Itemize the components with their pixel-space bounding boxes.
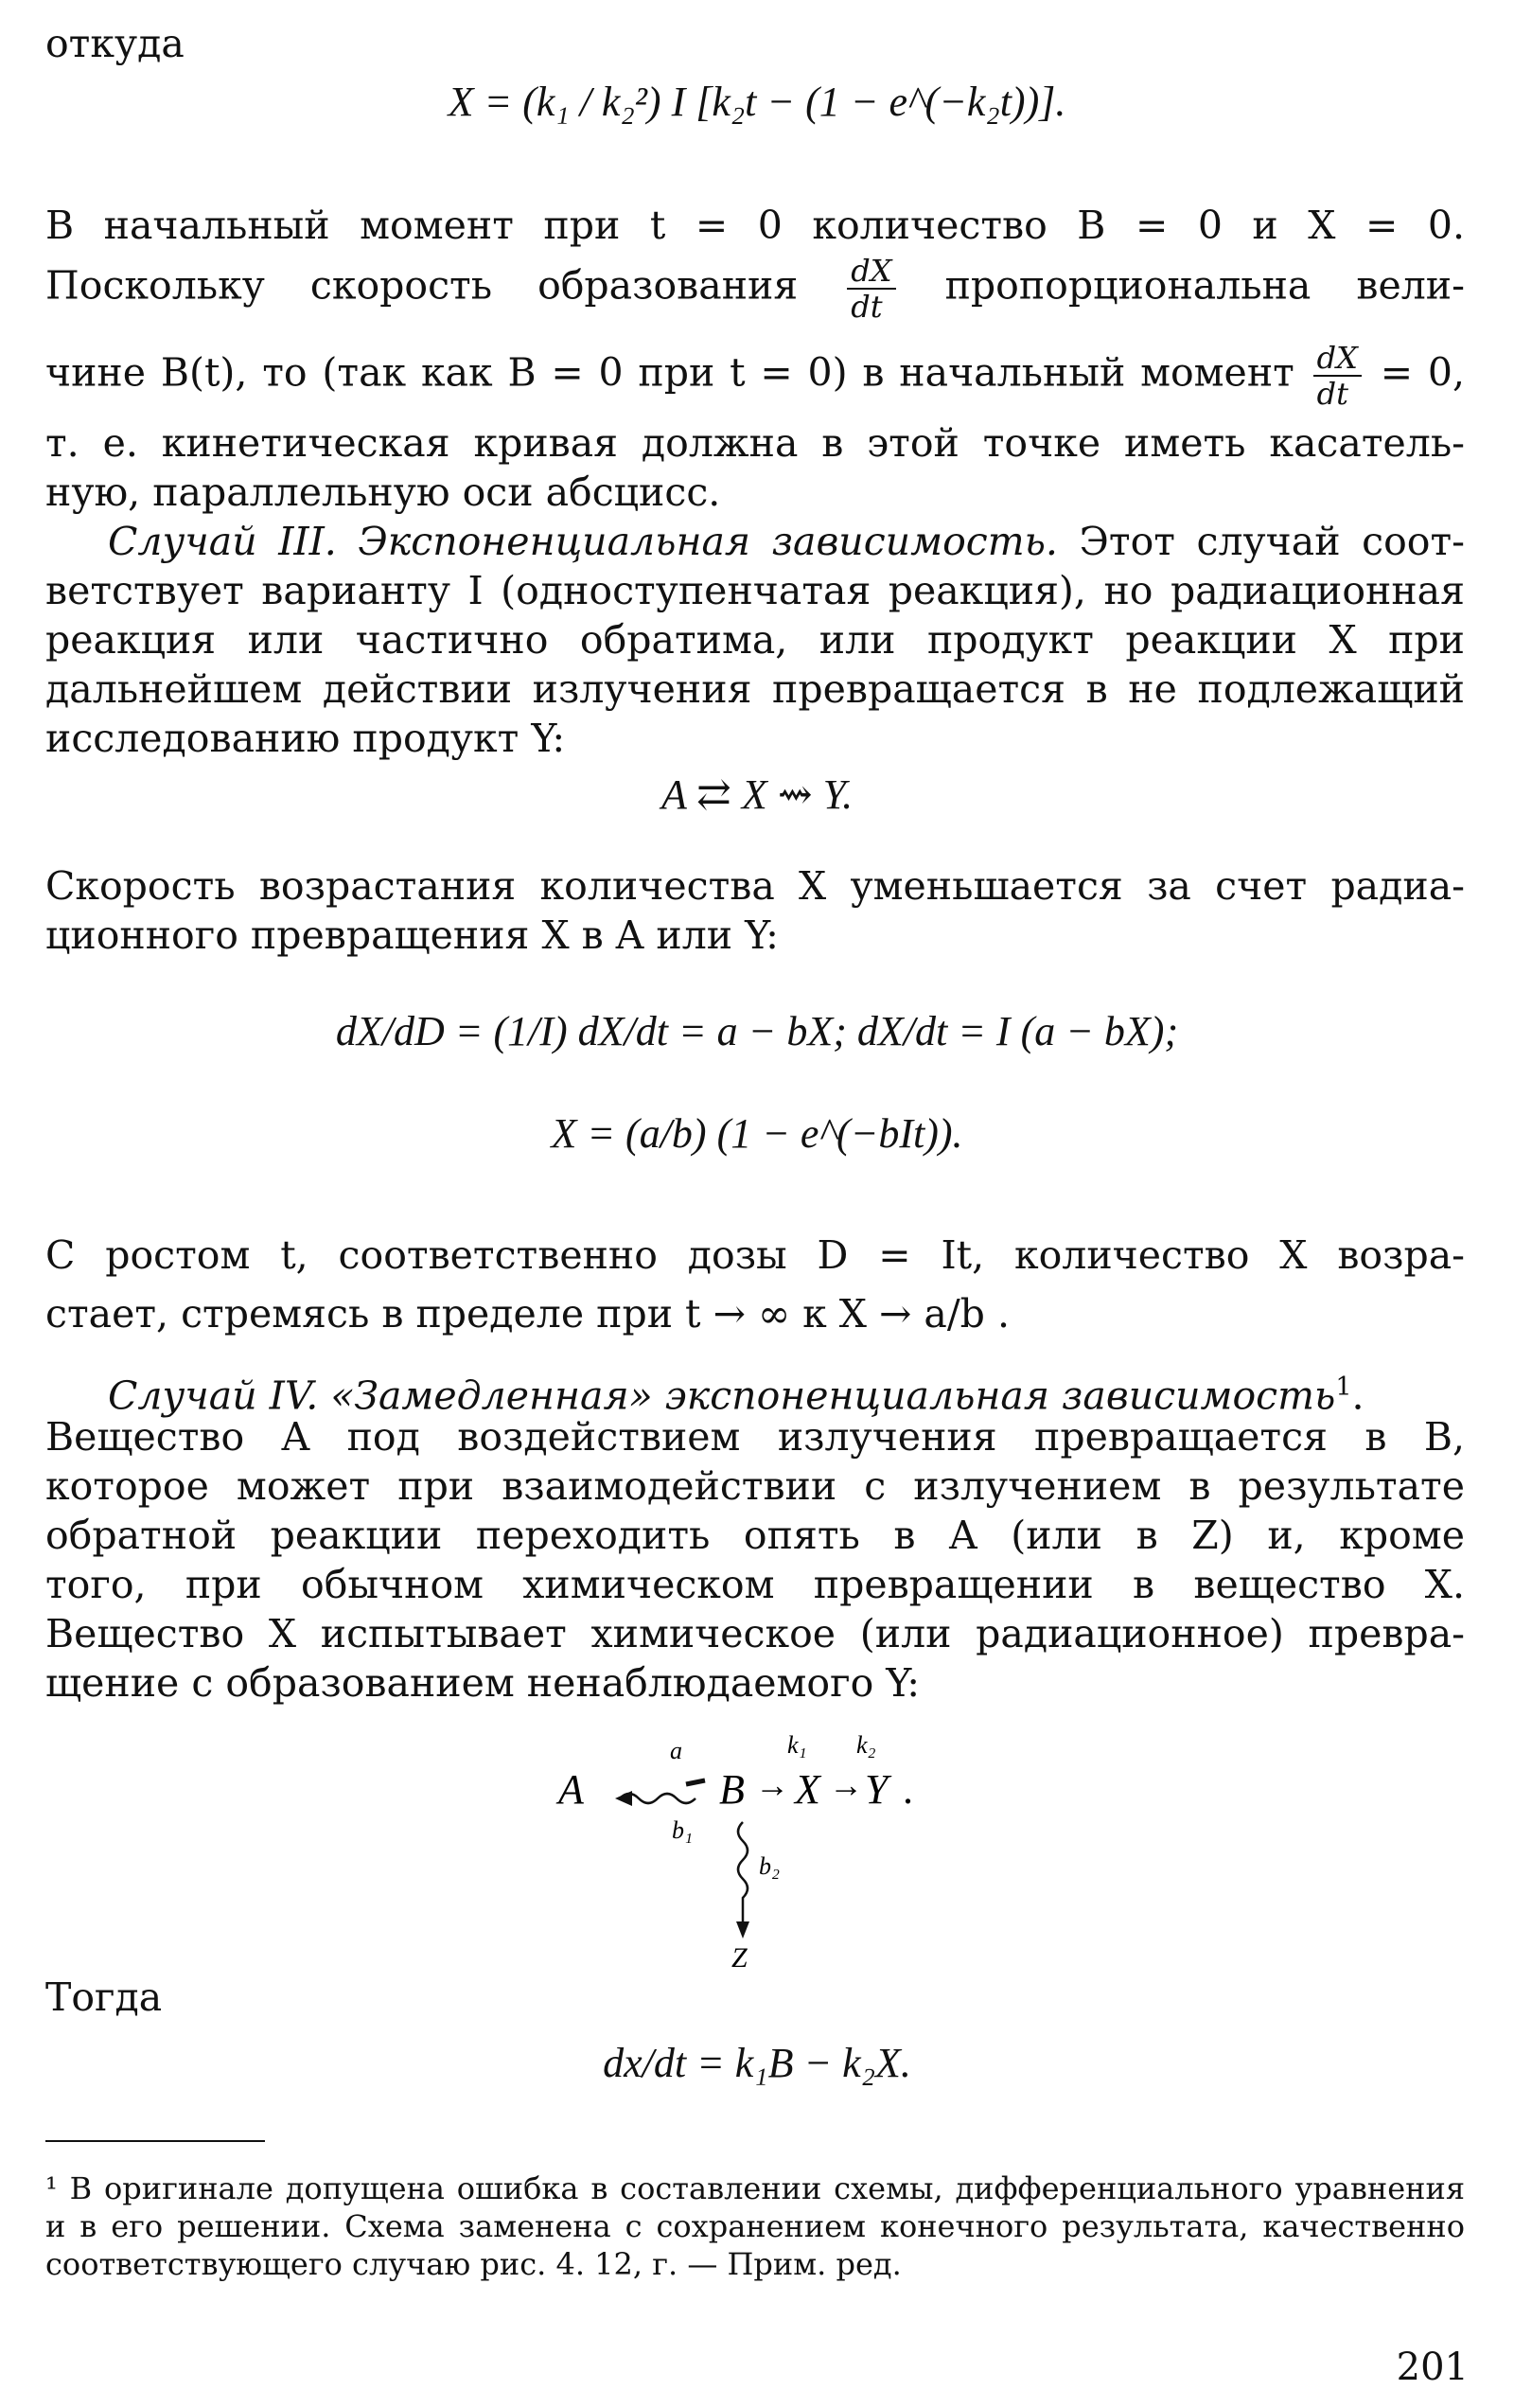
para1-line3 xyxy=(45,341,1465,411)
scheme-label-a: a xyxy=(670,1737,682,1764)
para3-line2: стает, стремясь в пределе при t → ∞ к X → a/b . xyxy=(45,1291,1010,1337)
case3-line1 xyxy=(45,517,1465,566)
para1-line3b: = 0, xyxy=(1380,349,1465,396)
para1-line2a: Поскольку скорость образования xyxy=(45,262,799,309)
scheme-label-k2: k₂ xyxy=(856,1732,876,1759)
para1-line2b: пропорциональна вели- xyxy=(944,262,1465,309)
fraction-numerator-2: dX xyxy=(1313,341,1362,377)
scheme-label-k1: k₁ xyxy=(787,1732,807,1759)
scheme-y: Y xyxy=(865,1766,889,1813)
para1-line2 xyxy=(45,254,1465,324)
case4-line7: щение с образованием ненаблюдаемого Y: xyxy=(45,1660,921,1706)
case4-title: Случай IV. «Замедленная» экспоненциальная зависимость xyxy=(108,1372,1336,1419)
case4-line6: Вещество X испытывает химическое (или радиационное) превра- xyxy=(45,1611,1465,1656)
footnote-mark: 1 xyxy=(1335,1372,1352,1402)
case3-scheme: A ⇄ X ⇝ Y. xyxy=(660,771,854,818)
page-number: 201 xyxy=(1396,2346,1469,2389)
equation-solution: X = (a/b) (1 − e^(−bIt)). xyxy=(551,1110,963,1157)
para2-line1: Скорость возрастания количества X уменьшается за счет радиа- xyxy=(45,863,1465,909)
footnote: ¹ В оригинале допущена ошибка в составлении схемы, дифференциального уравнения и в его решении. Схема заменена с сохранением конечного результата, качественно соответствующего случаю рис. 4. 12, г. — Прим. ред. xyxy=(45,2170,1465,2282)
scheme-arrowhead-to-a xyxy=(615,1791,632,1806)
case4-line3: которое может при взаимодействии с излучением в результате xyxy=(45,1463,1465,1509)
case4-line2: Вещество A под воздействием излучения превращается в B, xyxy=(45,1414,1465,1460)
scheme-a: A xyxy=(558,1766,584,1813)
case3-line1-text: Этот случай соот- xyxy=(1079,519,1465,564)
fraction-dx-dt xyxy=(847,254,895,324)
para3-line1: С ростом t, соответственно дозы D = It, количество X возра- xyxy=(45,1232,1465,1278)
case3-line3: реакция или частично обратима, или продукт реакции X при xyxy=(45,617,1465,663)
fraction-denominator-2: dt xyxy=(1316,376,1348,412)
case3-line2: ветствует варианту I (одноступенчатая реакция), но радиационная xyxy=(45,568,1465,613)
scheme-b: B xyxy=(719,1766,745,1813)
scheme-z: Z xyxy=(731,1942,748,1969)
equation-rate: dX/dD = (1/I) dX/dt = a − bX; dX/dt = I (a − bX); xyxy=(335,1008,1179,1054)
scheme-arrowhead-to-z xyxy=(736,1921,749,1939)
togda-word: Тогда xyxy=(45,1974,163,2020)
case4-reaction-scheme xyxy=(530,1732,1022,1969)
scheme-arrow-x-y: → xyxy=(829,1766,863,1804)
case3-title: Случай III. Экспоненциальная зависимость. xyxy=(108,519,1058,564)
scheme-label-b1: b₁ xyxy=(672,1816,694,1844)
equation-final: dx/dt = k₁B − k₂X. xyxy=(603,2040,911,2086)
para1-line5: ную, параллельную оси абсцисс. xyxy=(45,469,721,515)
scheme-x: X xyxy=(795,1766,820,1813)
intro-word: откуда xyxy=(45,21,185,66)
equation-x-k1-k2: X = (k₁ / k₂²) I [k₂t − (1 − e^(−k₂t))]. xyxy=(448,79,1066,125)
footnote-rule xyxy=(45,2140,265,2142)
case3-line4: дальнейшем действии излучения превращается в не подлежащий xyxy=(45,666,1465,712)
scheme-label-b2: b₂ xyxy=(759,1852,781,1880)
para2-line2: ционного превращения X в A или Y: xyxy=(45,912,779,958)
scheme-arrow-from-b xyxy=(686,1780,705,1784)
para1-line1: В начальный момент при t = 0 количество B = 0 и X = 0. xyxy=(45,203,1465,248)
fraction-denominator: dt xyxy=(851,289,883,325)
para1-line4: т. е. кинетическая кривая должна в этой точке иметь касатель- xyxy=(45,420,1465,466)
case4-line5: того, при обычном химическом превращении в вещество X. xyxy=(45,1562,1465,1607)
fraction-numerator: dX xyxy=(847,254,895,290)
scheme-arrow-b-x: → xyxy=(755,1766,789,1804)
case4-line4: обратной реакции переходить опять в A (или в Z) и, кроме xyxy=(45,1513,1465,1558)
scheme-wavy-down xyxy=(738,1822,748,1921)
para1-line3a: чине B(t), то (так как B = 0 при t = 0) в начальный момент xyxy=(45,349,1294,396)
scheme-period: . xyxy=(903,1766,913,1813)
case4-line1: Случай IV. «Замедленная» экспоненциальная зависимость$^1$. xyxy=(108,1372,1364,1419)
fraction-dx-dt-2 xyxy=(1313,341,1362,411)
case3-line5: исследованию продукт Y: xyxy=(45,716,566,761)
